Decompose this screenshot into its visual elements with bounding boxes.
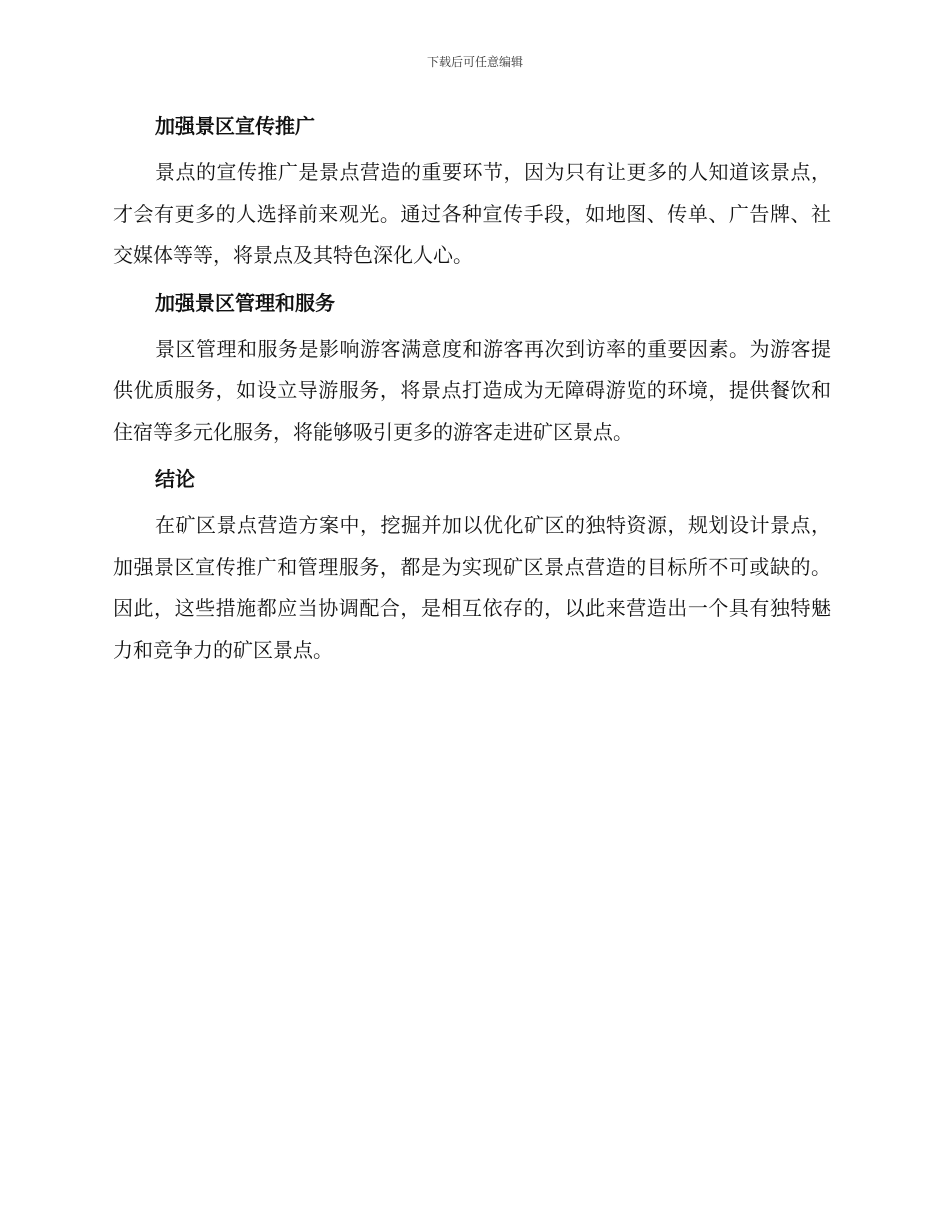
document-body (113, 110, 831, 671)
section-heading: 加强景区管理和服务 (155, 290, 335, 315)
section-heading: 结论 (155, 467, 195, 491)
section-conclusion (113, 463, 831, 671)
section-promotion (113, 110, 831, 277)
section-management (113, 287, 831, 454)
section-paragraph: 景点的宣传推广是景点营造的重要环节，因为只有让更多的人知道该景点，才会有更多的人选择前来观光。通过各种宣传手段，如地图、传单、广告牌、社交媒体等等，将景点及其特色深化人心。 (113, 160, 831, 267)
page-header: 下载后可任意编辑 (426, 55, 523, 69)
section-paragraph: 在矿区景点营造方案中，挖掘并加以优化矿区的独特资源，规划设计景点，加强景区宣传推广和管理服务，都是为实现矿区景点营造的目标所不可或缺的。因此，这些措施都应当协调配合，是相互依存的，以此来营造出一个具有独特魅力和竞争力的矿区景点。 (113, 513, 831, 662)
section-paragraph: 景区管理和服务是影响游客满意度和游客再次到访率的重要因素。为游客提供优质服务，如设立导游服务，将景点打造成为无障碍游览的环境，提供餐饮和住宿等多元化服务，将能够吸引更多的游客走进矿区景点。 (113, 336, 831, 444)
section-heading: 加强景区宣传推广 (155, 114, 315, 138)
